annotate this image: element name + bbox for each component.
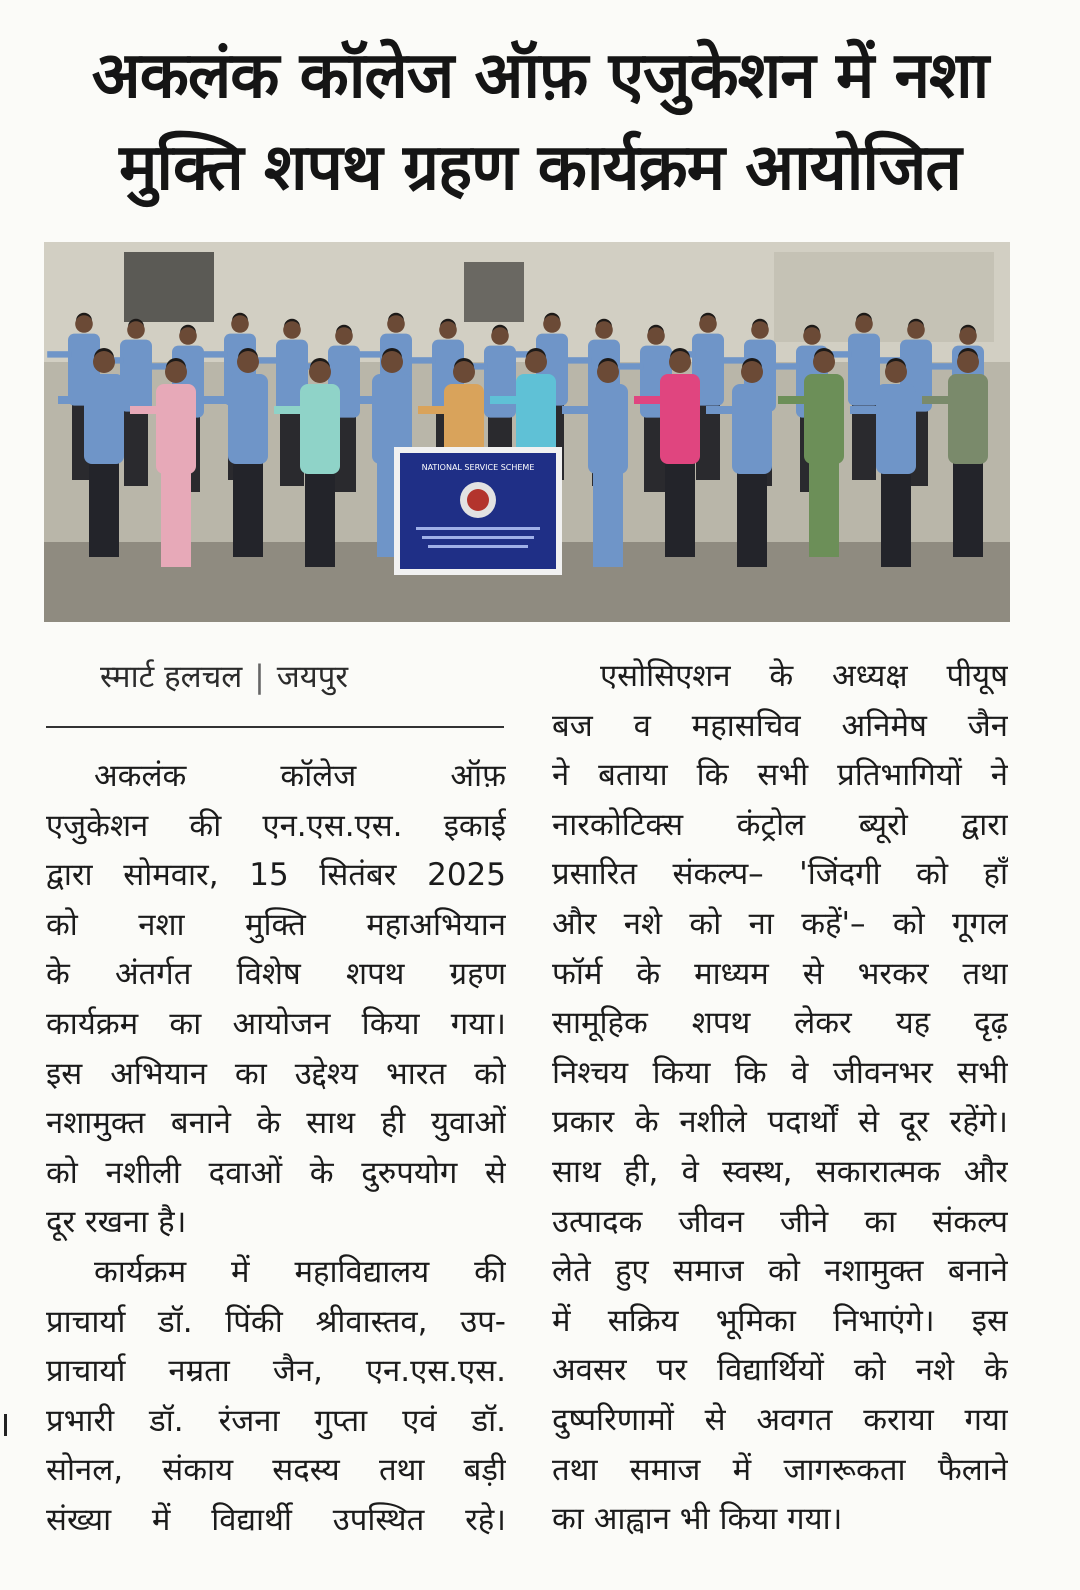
left-line: संख्या में विद्यार्थी उपस्थित रहे। xyxy=(46,1501,506,1538)
news-photo xyxy=(44,242,1010,622)
left-line: दूर रखना है। xyxy=(46,1204,187,1241)
byline-rule xyxy=(46,726,504,728)
left-line: द्वारा सोमवार, 15 सितंबर 2025 xyxy=(46,857,506,894)
right-line: दुष्परिणामों से अवगत कराया गया xyxy=(552,1401,1008,1438)
byline xyxy=(100,656,500,698)
left-line: प्राचार्या डॉ. पिंकी श्रीवास्तव, उप- xyxy=(46,1303,506,1340)
left-line: अकलंक कॉलेज ऑफ़ xyxy=(94,758,506,794)
right-line: सामूहिक शपथ लेकर यह दृढ़ xyxy=(552,1005,1008,1042)
right-line: साथ ही, वे स्वस्थ, सकारात्मक और xyxy=(552,1153,1008,1190)
right-line: तथा समाज में जागरूकता फैलाने xyxy=(552,1451,1008,1488)
left-line: प्रभारी डॉ. रंजना गुप्ता एवं डॉ. xyxy=(46,1402,506,1439)
byline-source: स्मार्ट हलचल xyxy=(100,659,243,695)
left-line: के अंतर्गत विशेष शपथ ग्रहण xyxy=(46,956,506,993)
group-photo-illustration xyxy=(44,242,1010,622)
banner-text: NATIONAL SERVICE SCHEME xyxy=(421,463,535,472)
nss-banner xyxy=(394,447,562,575)
right-line: अवसर पर विद्यार्थियों को नशे के xyxy=(552,1352,1008,1389)
article-left-column xyxy=(46,752,506,1546)
right-line: फॉर्म के माध्यम से भरकर तथा xyxy=(552,955,1008,992)
left-line: सोनल, संकाय सदस्य तथा बड़ी xyxy=(46,1452,506,1489)
left-line: कार्यक्रम का आयोजन किया गया। xyxy=(46,1005,506,1042)
left-line: को नशीली दवाओं के दुरुपयोग से xyxy=(46,1154,506,1191)
byline-separator: | xyxy=(254,659,265,695)
right-line: एसोसिएशन के अध्यक्ष पीयूष xyxy=(600,658,1008,694)
byline-city: जयपुर xyxy=(276,659,349,695)
margin-mark xyxy=(4,1414,7,1436)
headline-line-1: अकलंक कॉलेज ऑफ़ एजुकेशन में नशा xyxy=(91,39,989,113)
left-line: नशामुक्त बनाने के साथ ही युवाओं xyxy=(46,1105,506,1142)
right-line: बज व महासचिव अनिमेष जैन xyxy=(552,707,1008,744)
right-line: निश्चय किया कि वे जीवनभर सभी xyxy=(552,1054,1008,1091)
right-line: उत्पादक जीवन जीने का संकल्प xyxy=(552,1203,1008,1240)
article-right-column xyxy=(552,652,1008,1545)
left-line: एजुकेशन की एन.एस.एस. इकाई xyxy=(46,807,506,844)
right-line: प्रकार के नशीले पदार्थों से दूर रहेंगे। xyxy=(552,1104,1008,1141)
left-line: को नशा मुक्ति महाअभियान xyxy=(46,906,506,943)
right-line: का आह्वान भी किया गया। xyxy=(552,1501,843,1538)
headline xyxy=(30,30,1050,214)
right-line: लेते हुए समाज को नशामुक्त बनाने xyxy=(552,1253,1008,1290)
headline-line-2: मुक्ति शपथ ग्रहण कार्यक्रम आयोजित xyxy=(119,131,961,205)
left-line: कार्यक्रम में महाविद्यालय की xyxy=(94,1253,506,1290)
right-line: प्रसारित संकल्प– 'जिंदगी को हाँ xyxy=(552,856,1008,893)
left-line: इस अभियान का उद्देश्य भारत को xyxy=(46,1055,506,1092)
right-line: और नशे को ना कहें'– को गूगल xyxy=(552,905,1008,942)
right-line: नारकोटिक्स कंट्रोल ब्यूरो द्वारा xyxy=(552,806,1008,843)
left-line: प्राचार्या नम्रता जैन, एन.एस.एस. xyxy=(46,1353,506,1390)
right-line: ने बताया कि सभी प्रतिभागियों ने xyxy=(552,757,1008,794)
right-line: में सक्रिय भूमिका निभाएंगे। इस xyxy=(552,1302,1008,1339)
